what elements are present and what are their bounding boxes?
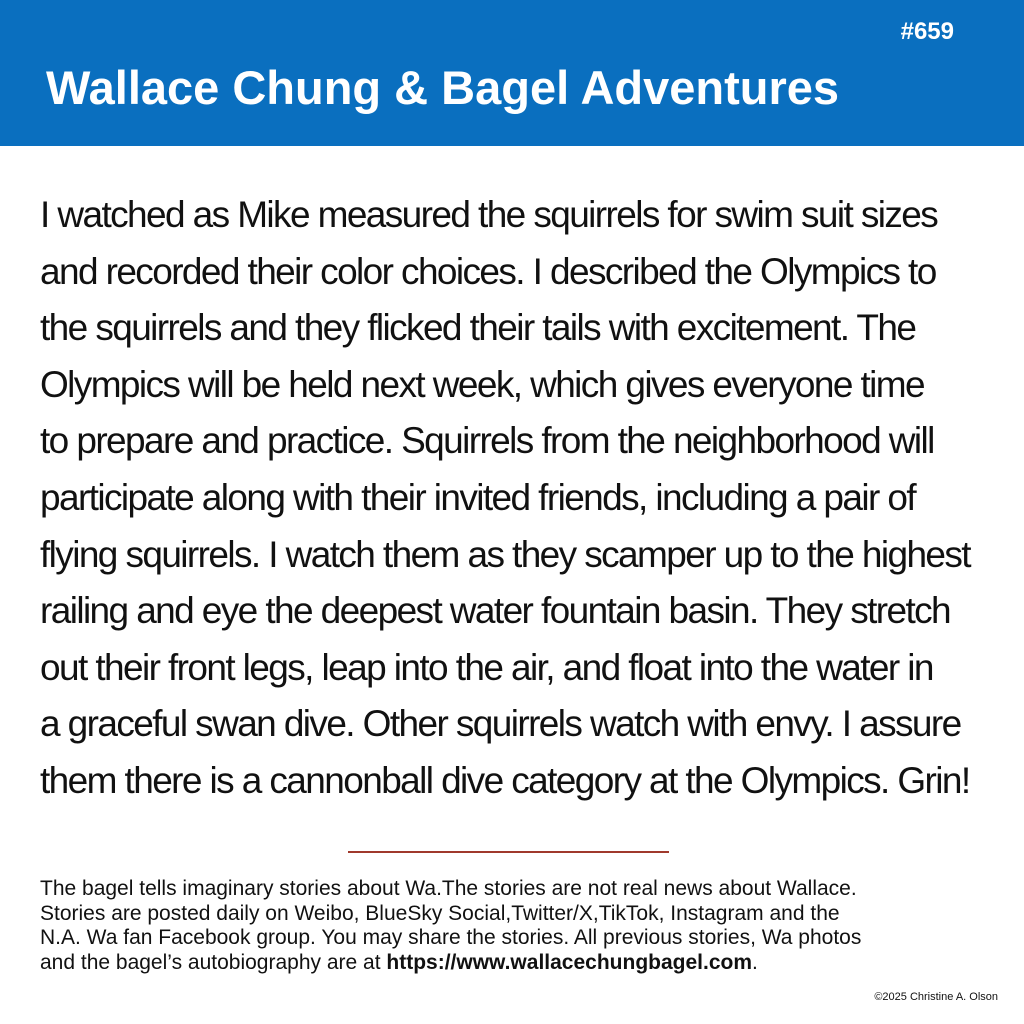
header-banner	[0, 0, 1024, 146]
story-line: Olympics will be held next week, which gives everyone time	[40, 363, 924, 405]
story-line: participate along with their invited friends, including a pair of	[40, 476, 916, 518]
story-text	[40, 187, 1010, 810]
footer-last-line-suffix: .	[752, 950, 758, 974]
footer-last-line	[40, 951, 1010, 976]
website-link[interactable]: https://www.wallacechungbagel.com	[386, 950, 753, 974]
story-line: the squirrels and they flicked their tails with excitement. The	[40, 307, 916, 349]
footer-line: N.A. Wa fan Facebook group. You may share the stories. All previous stories, Wa photos	[40, 926, 862, 949]
footer-last-line-prefix: and the bagel’s autobiography are at	[40, 950, 387, 974]
story-line: out their front legs, leap into the air, and float into the water in	[40, 646, 933, 688]
footer-disclaimer	[40, 877, 1010, 975]
section-divider	[348, 851, 669, 853]
story-line: flying squirrels. I watch them as they scamper up to the highest	[40, 533, 970, 575]
story-line: to prepare and practice. Squirrels from the neighborhood will	[40, 420, 934, 462]
story-number: #659	[900, 18, 954, 45]
story-line: I watched as Mike measured the squirrels for swim suit sizes	[40, 194, 938, 235]
story-line: a graceful swan dive. Other squirrels watch with envy. I assure	[40, 703, 961, 745]
story-line: railing and eye the deepest water fountain basin. They stretch	[40, 590, 951, 632]
page-title: Wallace Chung & Bagel Adventures	[46, 61, 840, 114]
footer-line: The bagel tells imaginary stories about Wa.The stories are not real news about Wallace.	[40, 877, 857, 900]
copyright-notice: ©2025 Christine A. Olson	[874, 991, 998, 1003]
footer-line: Stories are posted daily on Weibo, BlueSky Social,Twitter/X,TikTok, Instagram and the	[40, 901, 840, 925]
story-line: and recorded their color choices. I described the Olympics to	[40, 250, 936, 292]
story-line: them there is a cannonball dive category at the Olympics. Grin!	[40, 759, 970, 801]
